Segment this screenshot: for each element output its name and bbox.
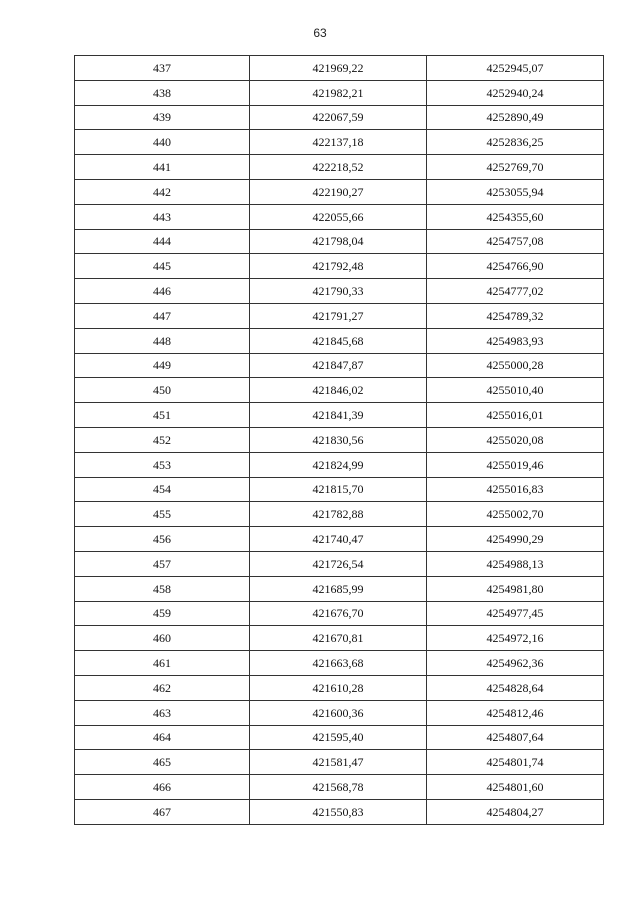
point-number-cell: 449	[75, 353, 250, 378]
point-number-cell: 447	[75, 303, 250, 328]
table-row	[75, 799, 604, 824]
table-row	[75, 502, 604, 527]
point-number-cell: 457	[75, 551, 250, 576]
y-coordinate-cell: 4255002,70	[427, 502, 604, 527]
y-coordinate-cell: 4254804,27	[427, 799, 604, 824]
x-coordinate-cell: 421740,47	[250, 527, 427, 552]
x-coordinate-cell: 421845,68	[250, 328, 427, 353]
point-number-cell: 448	[75, 328, 250, 353]
x-coordinate-cell: 421798,04	[250, 229, 427, 254]
y-coordinate-cell: 4254972,16	[427, 626, 604, 651]
x-coordinate-cell: 421815,70	[250, 477, 427, 502]
y-coordinate-cell: 4254977,45	[427, 601, 604, 626]
y-coordinate-cell: 4254777,02	[427, 279, 604, 304]
y-coordinate-cell: 4255020,08	[427, 427, 604, 452]
x-coordinate-cell: 421790,33	[250, 279, 427, 304]
x-coordinate-cell: 421982,21	[250, 80, 427, 105]
x-coordinate-cell: 422137,18	[250, 130, 427, 155]
point-number-cell: 439	[75, 105, 250, 130]
point-number-cell: 445	[75, 254, 250, 279]
table-row	[75, 130, 604, 155]
y-coordinate-cell: 4254812,46	[427, 700, 604, 725]
coordinates-table	[74, 55, 604, 825]
y-coordinate-cell: 4253055,94	[427, 179, 604, 204]
y-coordinate-cell: 4254988,13	[427, 551, 604, 576]
x-coordinate-cell: 421791,27	[250, 303, 427, 328]
y-coordinate-cell: 4255016,83	[427, 477, 604, 502]
table-row	[75, 378, 604, 403]
table-row	[75, 328, 604, 353]
x-coordinate-cell: 421568,78	[250, 775, 427, 800]
x-coordinate-cell: 421726,54	[250, 551, 427, 576]
x-coordinate-cell: 422055,66	[250, 204, 427, 229]
x-coordinate-cell: 421841,39	[250, 403, 427, 428]
table-row	[75, 750, 604, 775]
point-number-cell: 453	[75, 452, 250, 477]
point-number-cell: 454	[75, 477, 250, 502]
table-row	[75, 651, 604, 676]
point-number-cell: 460	[75, 626, 250, 651]
y-coordinate-cell: 4254981,80	[427, 576, 604, 601]
table-row	[75, 700, 604, 725]
x-coordinate-cell: 422067,59	[250, 105, 427, 130]
point-number-cell: 458	[75, 576, 250, 601]
point-number-cell: 455	[75, 502, 250, 527]
y-coordinate-cell: 4254983,93	[427, 328, 604, 353]
table-row	[75, 427, 604, 452]
y-coordinate-cell: 4252836,25	[427, 130, 604, 155]
table-row	[75, 353, 604, 378]
point-number-cell: 464	[75, 725, 250, 750]
point-number-cell: 456	[75, 527, 250, 552]
point-number-cell: 465	[75, 750, 250, 775]
table-body	[75, 56, 604, 825]
page-number: 63	[313, 26, 327, 40]
x-coordinate-cell: 421550,83	[250, 799, 427, 824]
x-coordinate-cell: 421847,87	[250, 353, 427, 378]
y-coordinate-cell: 4254807,64	[427, 725, 604, 750]
point-number-cell: 467	[75, 799, 250, 824]
table-row	[75, 403, 604, 428]
point-number-cell: 462	[75, 675, 250, 700]
table-row	[75, 179, 604, 204]
x-coordinate-cell: 421610,28	[250, 675, 427, 700]
y-coordinate-cell: 4255000,28	[427, 353, 604, 378]
table-row	[75, 452, 604, 477]
x-coordinate-cell: 421824,99	[250, 452, 427, 477]
table-row	[75, 576, 604, 601]
point-number-cell: 442	[75, 179, 250, 204]
y-coordinate-cell: 4252940,24	[427, 80, 604, 105]
point-number-cell: 451	[75, 403, 250, 428]
table-row	[75, 204, 604, 229]
point-number-cell: 438	[75, 80, 250, 105]
point-number-cell: 450	[75, 378, 250, 403]
y-coordinate-cell: 4254355,60	[427, 204, 604, 229]
x-coordinate-cell: 421663,68	[250, 651, 427, 676]
y-coordinate-cell: 4254789,32	[427, 303, 604, 328]
y-coordinate-cell: 4254757,08	[427, 229, 604, 254]
table-row	[75, 626, 604, 651]
y-coordinate-cell: 4254962,36	[427, 651, 604, 676]
x-coordinate-cell: 421969,22	[250, 56, 427, 81]
y-coordinate-cell: 4252890,49	[427, 105, 604, 130]
table-row	[75, 254, 604, 279]
y-coordinate-cell: 4252945,07	[427, 56, 604, 81]
y-coordinate-cell: 4254801,60	[427, 775, 604, 800]
y-coordinate-cell: 4254801,74	[427, 750, 604, 775]
point-number-cell: 461	[75, 651, 250, 676]
table-row	[75, 105, 604, 130]
x-coordinate-cell: 421792,48	[250, 254, 427, 279]
point-number-cell: 441	[75, 155, 250, 180]
x-coordinate-cell: 421830,56	[250, 427, 427, 452]
x-coordinate-cell: 421782,88	[250, 502, 427, 527]
y-coordinate-cell: 4252769,70	[427, 155, 604, 180]
table-row	[75, 601, 604, 626]
table-row	[75, 551, 604, 576]
y-coordinate-cell: 4254766,90	[427, 254, 604, 279]
x-coordinate-cell: 421685,99	[250, 576, 427, 601]
table-row	[75, 229, 604, 254]
x-coordinate-cell: 421676,70	[250, 601, 427, 626]
point-number-cell: 452	[75, 427, 250, 452]
table-row	[75, 675, 604, 700]
x-coordinate-cell: 421600,36	[250, 700, 427, 725]
y-coordinate-cell: 4254990,29	[427, 527, 604, 552]
table-row	[75, 303, 604, 328]
table-row	[75, 155, 604, 180]
x-coordinate-cell: 422190,27	[250, 179, 427, 204]
point-number-cell: 444	[75, 229, 250, 254]
y-coordinate-cell: 4255010,40	[427, 378, 604, 403]
point-number-cell: 443	[75, 204, 250, 229]
table-row	[75, 477, 604, 502]
table-row	[75, 725, 604, 750]
x-coordinate-cell: 421670,81	[250, 626, 427, 651]
table-row	[75, 56, 604, 81]
y-coordinate-cell: 4255019,46	[427, 452, 604, 477]
table-row	[75, 80, 604, 105]
x-coordinate-cell: 421595,40	[250, 725, 427, 750]
point-number-cell: 437	[75, 56, 250, 81]
point-number-cell: 466	[75, 775, 250, 800]
table-row	[75, 279, 604, 304]
point-number-cell: 446	[75, 279, 250, 304]
table-row	[75, 775, 604, 800]
x-coordinate-cell: 422218,52	[250, 155, 427, 180]
x-coordinate-cell: 421846,02	[250, 378, 427, 403]
point-number-cell: 459	[75, 601, 250, 626]
point-number-cell: 463	[75, 700, 250, 725]
table-row	[75, 527, 604, 552]
point-number-cell: 440	[75, 130, 250, 155]
y-coordinate-cell: 4255016,01	[427, 403, 604, 428]
y-coordinate-cell: 4254828,64	[427, 675, 604, 700]
x-coordinate-cell: 421581,47	[250, 750, 427, 775]
